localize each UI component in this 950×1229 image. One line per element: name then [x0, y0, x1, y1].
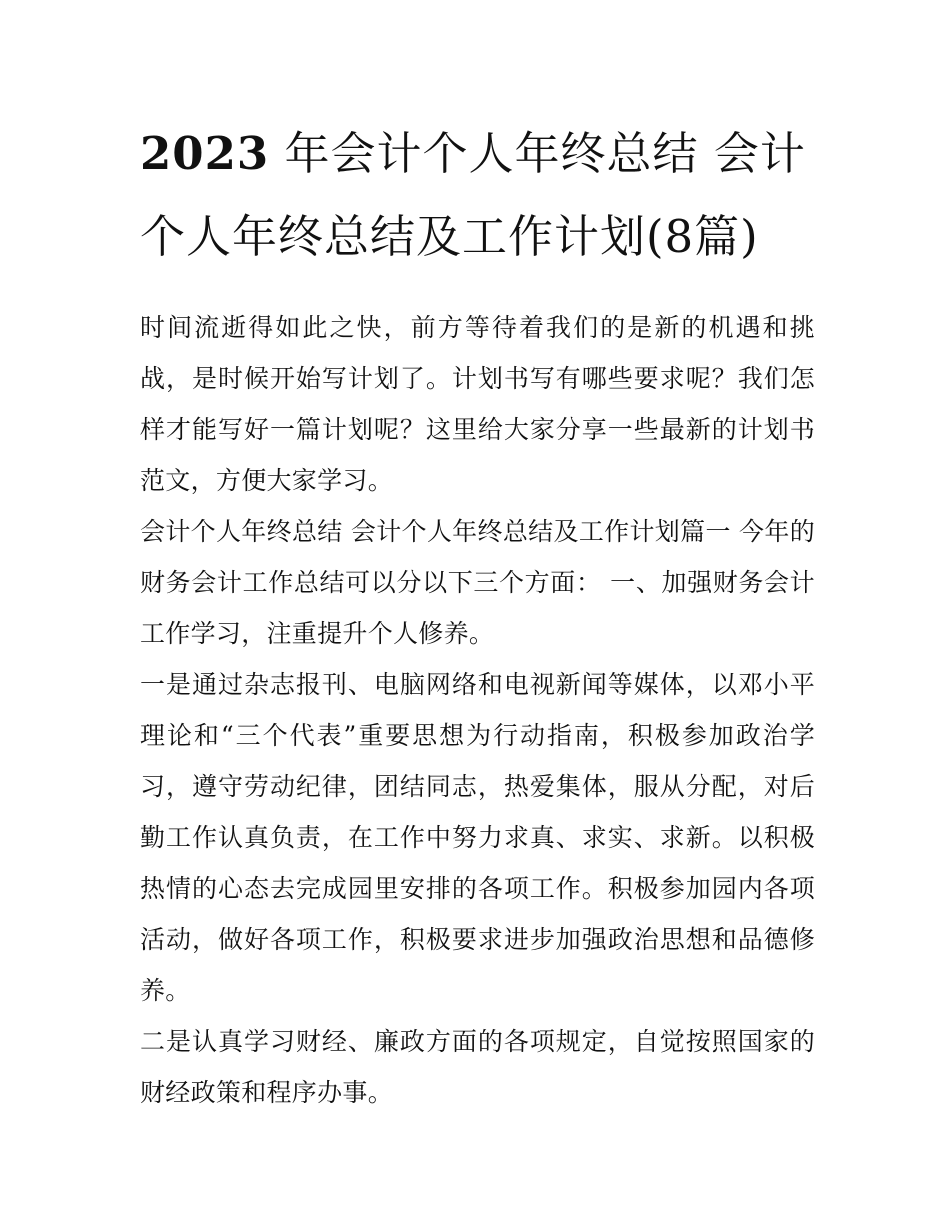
paragraph-section-one: 会计个人年终总结 会计个人年终总结及工作计划篇一 今年的财务会计工作总结可以分以下三个方面： 一、加强财务会计工作学习，注重提升个人修养。 [140, 517, 815, 648]
document-body [140, 302, 815, 1118]
title-text: 年会计个人年终总结 会计个人年终总结及工作计划(8篇) [140, 127, 806, 263]
document-page [140, 112, 815, 1118]
title-year: 2023 [140, 127, 270, 180]
paragraph-intro: 时间流逝得如此之快，前方等待着我们的是新的机遇和挑战，是时候开始写计划了。计划书写有哪些要求呢？我们怎样才能写好一篇计划呢？这里给大家分享一些最新的计划书范文，方便大家学习。 [140, 313, 815, 495]
paragraph-point-one: 一是通过杂志报刊、电脑网络和电视新闻等媒体，以邓小平理论和“三个代表”重要思想为行动指南，积极参加政治学习，遵守劳动纪律，团结同志，热爱集体，服从分配，对后勤工作认真负责，在工作中努力求真、求实、求新。以积极热情的心态去完成园里安排的各项工作。积极参加园内各项活动，做好各项工作，积极要求进步加强政治思想和品德修养。 [140, 670, 815, 1005]
document-title [140, 112, 815, 278]
paragraph-point-two: 二是认真学习财经、廉政方面的各项规定，自觉按照国家的财经政策和程序办事。 [140, 1027, 815, 1107]
